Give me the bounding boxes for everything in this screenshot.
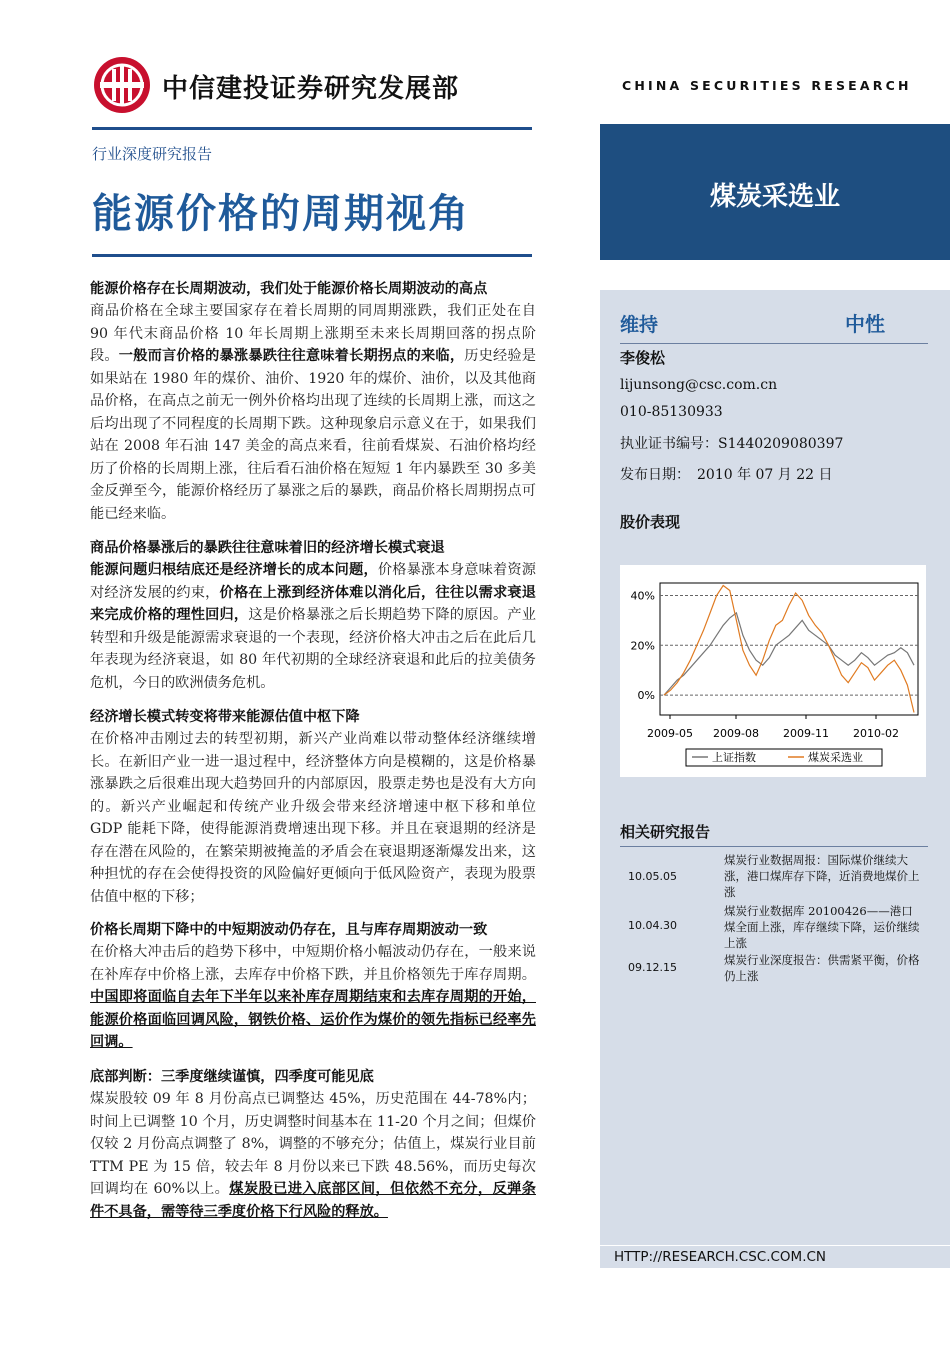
section-3 <box>90 706 536 908</box>
analyst-email[interactable]: lijunsong@csc.com.cn <box>620 377 778 393</box>
x-tick-label: 2009-08 <box>713 727 759 740</box>
y-tick-label: 20% <box>630 639 655 653</box>
publish-date: 发布日期： 2010 年 07 月 22 日 <box>620 467 833 483</box>
footer-url[interactable]: HTTP://RESEARCH.CSC.COM.CN <box>614 1249 827 1265</box>
title-top-rule <box>92 127 532 130</box>
related-title[interactable]: 煤炭行业数据库 20100426——港口煤全面上涨，库存继续下降，运价继续上涨 <box>724 904 920 950</box>
section-1 <box>90 278 536 525</box>
industry-name: 煤炭采选业 <box>709 182 840 212</box>
section-heading: 商品价格暴涨后的暴跌往往意味着旧的经济增长模式衰退 <box>90 540 445 556</box>
legend-label: 煤炭采选业 <box>808 751 863 764</box>
section-heading: 底部判断：三季度继续谨慎，四季度可能见底 <box>90 1069 374 1085</box>
rating-action: 维持 <box>620 314 659 336</box>
x-tick-label: 2009-11 <box>783 727 829 740</box>
stock-chart-svg <box>620 565 926 777</box>
section-body: 煤炭股较 09 年 8 月份高点已调整达 45%，历史范围在 44-78%内；时间上已调整 10 个月，历史调整时间基本在 11-20 个月之间；但煤价仅较 2 月份高点调整了 8%，调整的不够充分；估值上，煤炭行业目前 TTM PE 为 15 倍，较去年 8 月份以来已下跌 48.56%，而历史每次回调均在 60%以上。煤炭股已进入底部区间，但依然不充分，反弹条件不具备，需等待三季度价格下行风险的释放。 <box>90 1091 536 1220</box>
stock-chart <box>620 565 926 777</box>
license-number: 执业证书编号：S1440209080397 <box>620 436 844 452</box>
section-heading: 价格长周期下降中的中短期波动仍存在，且与库存周期波动一致 <box>90 922 488 938</box>
section-2 <box>90 537 536 694</box>
footer-rule <box>600 1245 950 1246</box>
related-reports-label: 相关研究报告 <box>620 823 711 841</box>
rating-divider <box>620 343 928 344</box>
section-body: 在价格大冲击后的趋势下移中，中短期价格小幅波动仍存在，一般来说在补库存中价格上涨，去库存中价格下跌，并且价格领先于库存周期。中国即将面临自去年下半年以来补库存周期结束和去库存周期的开始，能源价格面临回调风险，钢铁价格、运价作为煤价的领先指标已经率先回调。 <box>90 944 536 1050</box>
section-5 <box>90 1066 536 1223</box>
citic-logo-icon <box>92 55 152 115</box>
related-date: 09.12.15 <box>628 961 677 974</box>
y-tick-label: 40% <box>630 589 655 603</box>
analyst-name: 李俊松 <box>620 349 666 367</box>
page-title: 能源价格的周期视角 <box>92 191 470 237</box>
plot-frame <box>660 583 918 715</box>
related-title[interactable]: 煤炭行业数据周报：国际煤价继续大涨，港口煤库存下降，近消费地煤价上涨 <box>724 853 920 899</box>
series-line <box>664 586 914 713</box>
brand-english: CHINA SECURITIES RESEARCH <box>622 78 912 93</box>
related-date: 10.05.05 <box>628 870 677 883</box>
stock-performance-label: 股价表现 <box>620 513 681 531</box>
section-heading: 经济增长模式转变将带来能源估值中枢下降 <box>90 709 360 725</box>
section-body: 商品价格在全球主要国家存在着长周期的同周期涨跌，我们正处在自 90 年代末商品价格 10 年长周期上涨期至未来长周期回落的拐点阶段。一般而言价格的暴涨暴跌往往意味着长期拐点的来临，历史经验是如果站在 1980 年的煤价、油价、1920 年的煤价、油价，以及其他商品价格，在高点之前无一例外价格均出现了连续的长周期上涨，而这之后均出现了不同程度的长周期下跌。这种现象启示意义在于，如果我们站在 2008 年石油 147 美金的高点来看，往前看煤炭、石油价格均经历了价格的长周期上涨，往后看石油价格在短短 1 年内暴跌至 30 多美金反弹至今，能源价格经历了暴涨之后的暴跌，商品价格长周期拐点可能已经来临。 <box>90 303 536 522</box>
section-body: 能源问题归根结底还是经济增长的成本问题，价格暴涨本身意味着资源对经济发展的约束，价格在上涨到经济体难以消化后，往往以需求衰退来完成价格的理性回归，这是价格暴涨之后长期趋势下降的原因。产业转型和升级是能源需求衰退的一个表现，经济价格大冲击之后在此后几年表现为经济衰退，如 80 年代初期的全球经济衰退和此后的拉美债务危机，今日的欧洲债务危机。 <box>90 562 536 691</box>
related-title[interactable]: 煤炭行业深度报告：供需紧平衡，价格仍上涨 <box>724 953 920 983</box>
series-line <box>664 613 914 695</box>
related-date: 10.04.30 <box>628 919 677 932</box>
analyst-phone: 010-85130933 <box>620 404 723 420</box>
logo-text: 中信建投证券研究发展部 <box>162 74 460 104</box>
report-type: 行业深度研究报告 <box>92 145 213 163</box>
legend-label: 上证指数 <box>712 751 756 764</box>
section-body: 在价格冲击刚过去的转型初期，新兴产业尚难以带动整体经济继续增长。在新旧产业一进一退过程中，经济整体方向是模糊的，这是价格暴涨暴跌之后很难出现大趋势回升的内部原因，股票走势也是没有大方向的。新兴产业崛起和传统产业升级会带来经济增速中枢下移和单位 GDP 能耗下降，使得能源消费增速出现下移。并且在衰退期的经济是存在潜在风险的，在繁荣期被掩盖的矛盾会在衰退期逐渐爆发出来，这种担忧的存在会使得投资的风险偏好更倾向于低风险资产，表现为股票估值中枢的下移； <box>90 731 536 905</box>
y-tick-label: 0% <box>637 689 655 703</box>
x-tick-label: 2009-05 <box>647 727 693 740</box>
section-heading: 能源价格存在长周期波动，我们处于能源价格长周期波动的高点 <box>90 281 488 297</box>
x-tick-label: 2010-02 <box>853 727 899 740</box>
rating-value: 中性 <box>845 312 885 336</box>
related-divider <box>620 846 928 847</box>
title-bottom-rule <box>92 254 532 257</box>
section-4 <box>90 919 536 1054</box>
